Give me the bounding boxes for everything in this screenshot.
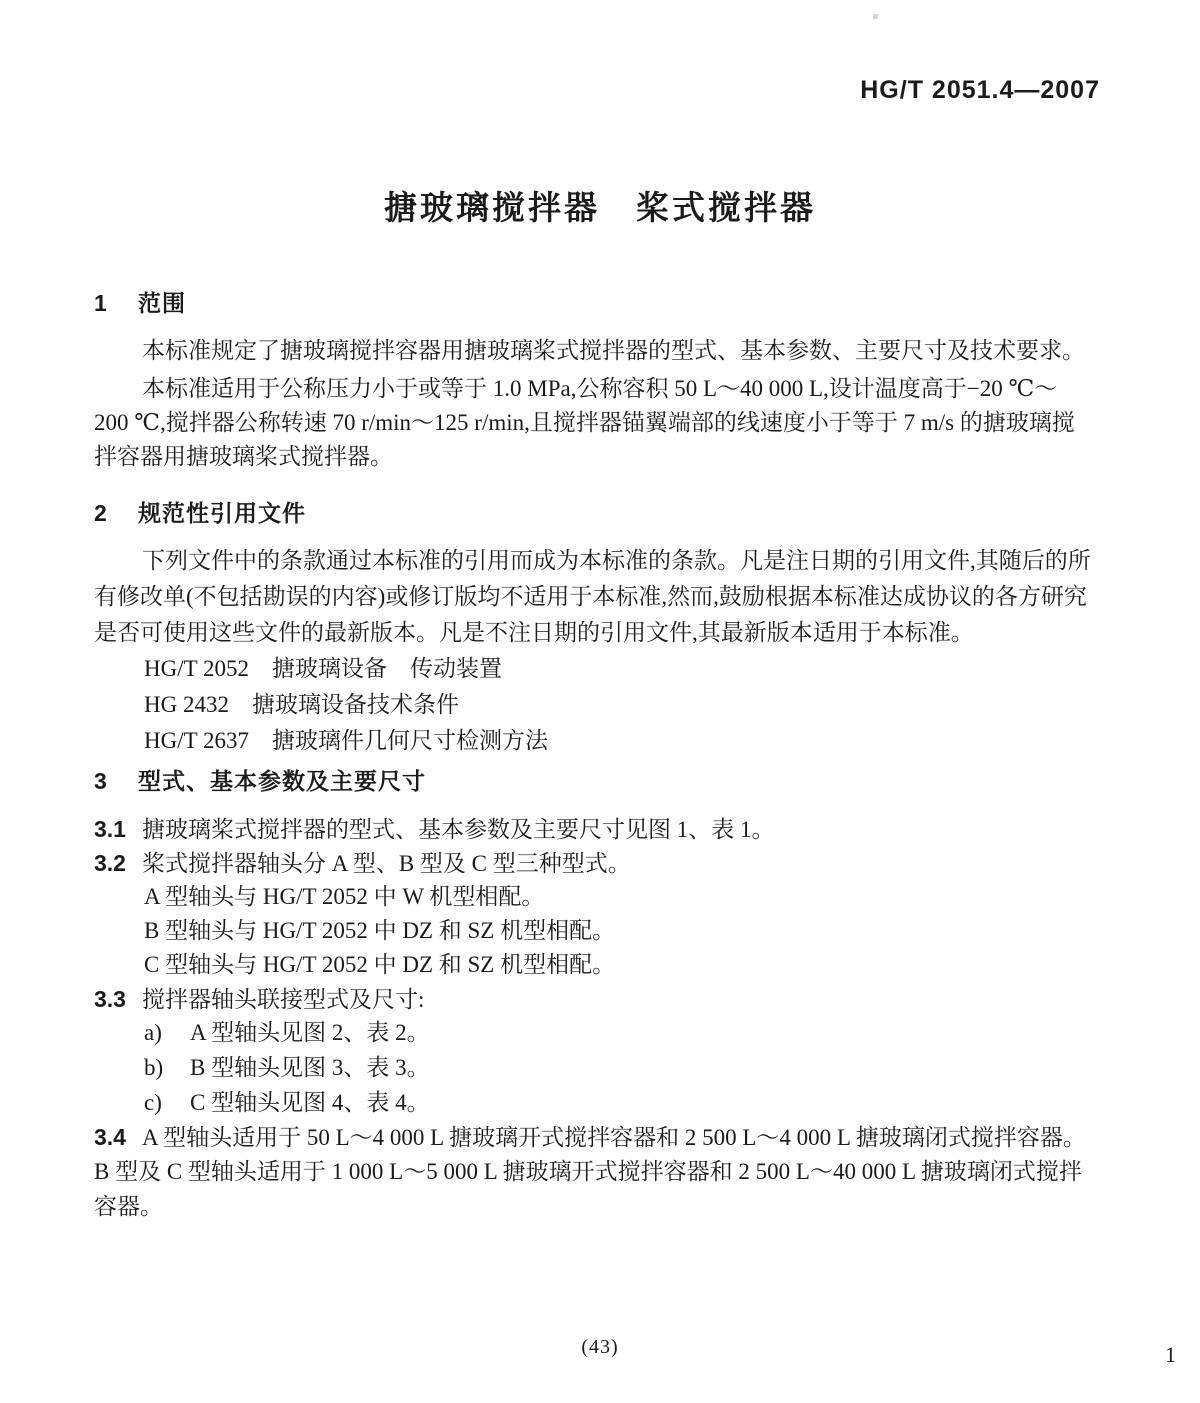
clause-3-2-number: 3.2 <box>94 850 126 876</box>
section-1-paragraph-2-line-2: 200 ℃,搅拌器公称转速 70 r/min～125 r/min,且搅拌器锚翼端部的线速度小于等于 7 m/s 的搪玻璃搅 <box>94 410 1075 435</box>
clause-3-4-number: 3.4 <box>94 1124 126 1150</box>
clause-3-2-sub-line-3: C 型轴头与 HG/T 2052 中 DZ 和 SZ 机型相配。 <box>144 952 616 977</box>
reference-item-3: HG/T 2637 搪玻璃件几何尺寸检测方法 <box>144 728 548 753</box>
standard-code: HG/T 2051.4—2007 <box>860 76 1100 104</box>
section-2-heading <box>94 498 1106 528</box>
list-item-c <box>94 1088 1106 1118</box>
section-1-title: 范围 <box>138 290 186 316</box>
section-2-paragraph-line-1: 下列文件中的条款通过本标准的引用而成为本标准的条款。凡是注日期的引用文件,其随后的所 <box>142 548 1091 573</box>
clause-3-3-number: 3.3 <box>94 986 126 1012</box>
list-item-a-text: A 型轴头见图 2、表 2。 <box>190 1020 430 1045</box>
section-3-number: 3 <box>94 768 108 794</box>
list-item-b-text: B 型轴头见图 3、表 3。 <box>190 1055 430 1080</box>
list-item-c-text: C 型轴头见图 4、表 4。 <box>190 1090 430 1115</box>
clause-3-1-number: 3.1 <box>94 816 126 842</box>
clause-3-4-line-2: B 型及 C 型轴头适用于 1 000 L～5 000 L 搪玻璃开式搅拌容器和 2 500 L～40 000 L 搪玻璃闭式搅拌 <box>94 1159 1082 1184</box>
list-item-a <box>94 1018 1106 1048</box>
footer-volume-number: (43) <box>581 1336 619 1358</box>
clause-3-3 <box>94 984 1106 1015</box>
section-1-number: 1 <box>94 290 108 316</box>
page-content <box>94 0 1106 1403</box>
list-item-a-label: a) <box>144 1020 162 1045</box>
clause-3-2 <box>94 848 1106 879</box>
section-1-heading <box>94 288 1106 318</box>
clause-3-2-sub-line-1: A 型轴头与 HG/T 2052 中 W 机型相配。 <box>144 884 545 909</box>
section-1-paragraph-2-line-1: 本标准适用于公称压力小于或等于 1.0 MPa,公称容积 50 L～40 000 L,设计温度高于−20 ℃～ <box>142 376 1058 401</box>
section-1-paragraph-2-line-3: 拌容器用搪玻璃桨式搅拌器。 <box>94 444 393 469</box>
section-2-number: 2 <box>94 500 108 526</box>
reference-item-2: HG 2432 搪玻璃设备技术条件 <box>144 692 459 717</box>
list-item-b-label: b) <box>144 1055 164 1080</box>
list-item-b <box>94 1053 1106 1083</box>
clause-3-4-line-1 <box>94 1122 1106 1153</box>
section-2-title: 规范性引用文件 <box>138 500 306 526</box>
clause-3-1 <box>94 814 1106 845</box>
list-item-c-label: c) <box>144 1090 162 1115</box>
clause-3-4-line-3: 容器。 <box>94 1194 163 1219</box>
clause-3-1-text: 搪玻璃桨式搅拌器的型式、基本参数及主要尺寸见图 1、表 1。 <box>141 817 775 842</box>
clause-3-2-sub-line-2: B 型轴头与 HG/T 2052 中 DZ 和 SZ 机型相配。 <box>144 918 616 943</box>
reference-item-1: HG/T 2052 搪玻璃设备 传动装置 <box>144 656 502 681</box>
clause-3-3-text: 搅拌器轴头联接型式及尺寸: <box>141 987 425 1012</box>
section-3-title: 型式、基本参数及主要尺寸 <box>138 768 426 794</box>
section-3-heading <box>94 766 1106 796</box>
document-title: 搪玻璃搅拌器 桨式搅拌器 <box>384 189 816 226</box>
section-2-paragraph-line-3: 是否可使用这些文件的最新版本。凡是不注日期的引用文件,其最新版本适用于本标准。 <box>94 620 974 645</box>
clause-3-2-text: 桨式搅拌器轴头分 A 型、B 型及 C 型三种型式。 <box>141 851 631 876</box>
footer-page-number: 1 <box>1165 1342 1176 1367</box>
clause-3-4-text: A 型轴头适用于 50 L～4 000 L 搪玻璃开式搅拌容器和 2 500 L～4 000 L 搪玻璃闭式搅拌容器。 <box>141 1125 1086 1150</box>
section-1-paragraph-1: 本标准规定了搪玻璃搅拌容器用搪玻璃桨式搅拌器的型式、基本参数、主要尺寸及技术要求。 <box>142 338 1085 363</box>
section-2-paragraph-line-2: 有修改单(不包括勘误的内容)或修订版均不适用于本标准,然而,鼓励根据本标准达成协议的各方研究 <box>94 584 1087 609</box>
